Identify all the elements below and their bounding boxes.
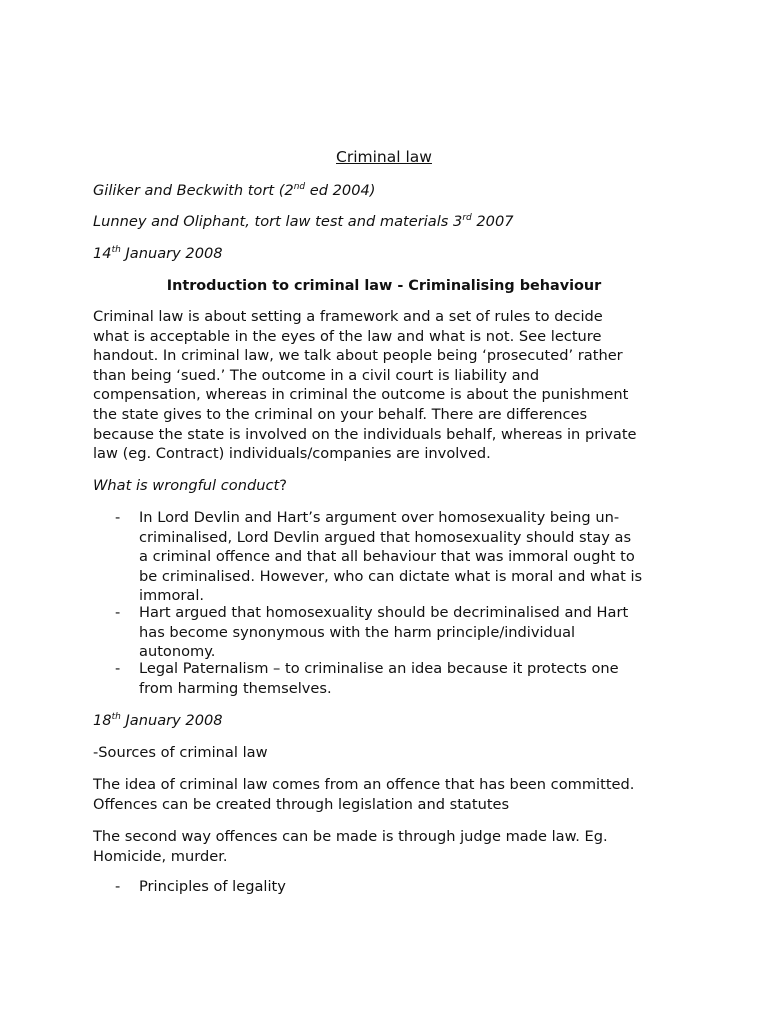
bullet-dash: - [115, 878, 121, 895]
paragraph-line: handout. In criminal law, we talk about people being ‘prosecuted’ rather [93, 347, 623, 365]
paragraph-line: compensation, whereas in criminal the outcome is about the punishment [93, 386, 629, 404]
date-month-year: January 2008 [120, 712, 223, 729]
date-superscript: th [111, 712, 121, 722]
paragraph-line: The idea of criminal law comes from an offence that has been committed. [93, 776, 635, 793]
paragraph-line: law (eg. Contract) individuals/companies are involved. [93, 445, 491, 463]
question-mark: ? [279, 477, 287, 494]
paragraph-line: Criminal law is about setting a framework and a set of rules to decide [93, 308, 603, 325]
reference-giliker [93, 181, 375, 201]
paragraph-line: The second way offences can be made is through judge made law. Eg. [93, 828, 608, 845]
paragraph-line: than being ‘sued.’ The outcome in a civil court is liability and [93, 366, 540, 384]
bullet-line: Hart argued that homosexuality should be decriminalised and Hart [139, 604, 629, 621]
reference-text: Lunney and Oliphant, tort law test and materials 3 [93, 213, 463, 230]
bullet-text: Principles of legality [139, 878, 286, 895]
bullet-line: from harming themselves. [139, 679, 332, 697]
date-superscript: th [111, 245, 121, 255]
reference-superscript: nd [293, 182, 306, 192]
bullet-text [139, 659, 699, 698]
reference-lunney [93, 212, 514, 232]
paragraph-line: because the state is involved on the individuals behalf, whereas in private [93, 425, 637, 443]
question-wrongful-conduct [93, 476, 287, 496]
bullet-line: criminalised, Lord Devlin argued that homosexuality should stay as [139, 528, 632, 546]
bullet-line: Legal Paternalism – to criminalise an idea because it protects one [139, 660, 619, 677]
document-title: Criminal law [336, 148, 432, 166]
bullet-dash: - [115, 509, 121, 526]
date-14-january [93, 244, 223, 264]
bullet-dash: - [115, 604, 121, 621]
paragraph-line: Homicide, murder. [93, 847, 228, 865]
reference-text-end: ed 2004) [305, 182, 376, 199]
bullet-line: In Lord Devlin and Hart’s argument over homosexuality being un- [139, 509, 620, 526]
bullet-line: immoral. [139, 587, 205, 605]
bullet-line: be criminalised. However, who can dictate what is moral and what is [139, 567, 643, 585]
bullet-text [139, 508, 699, 606]
bullet-dash: - [115, 660, 121, 677]
bullet-line: autonomy. [139, 643, 216, 661]
question-text: What is wrongful conduct [93, 477, 280, 494]
paragraph-line: what is acceptable in the eyes of the law and what is not. See lecture [93, 327, 602, 345]
paragraph-judge-made-law [93, 827, 683, 866]
date-month-year: January 2008 [120, 245, 223, 262]
date-day: 18 [93, 712, 112, 729]
paragraph-intro [93, 307, 683, 464]
date-day: 14 [93, 245, 112, 262]
section-heading: Introduction to criminal law - Criminalising behaviour [166, 278, 602, 294]
reference-text-end: 2007 [471, 213, 514, 230]
paragraph-offences [93, 775, 683, 814]
date-18-january [93, 711, 223, 731]
sources-heading: -Sources of criminal law [93, 744, 268, 761]
bullet-line: has become synonymous with the harm principle/individual [139, 623, 576, 641]
bullet-text [139, 603, 699, 662]
bullet-line: a criminal offence and that all behaviour that was immoral ought to [139, 548, 635, 566]
reference-text: Giliker and Beckwith tort (2 [93, 182, 294, 199]
paragraph-line: the state gives to the criminal on your behalf. There are differences [93, 405, 588, 423]
reference-superscript: rd [462, 213, 472, 223]
paragraph-line: Offences can be created through legislation and statutes [93, 795, 510, 813]
